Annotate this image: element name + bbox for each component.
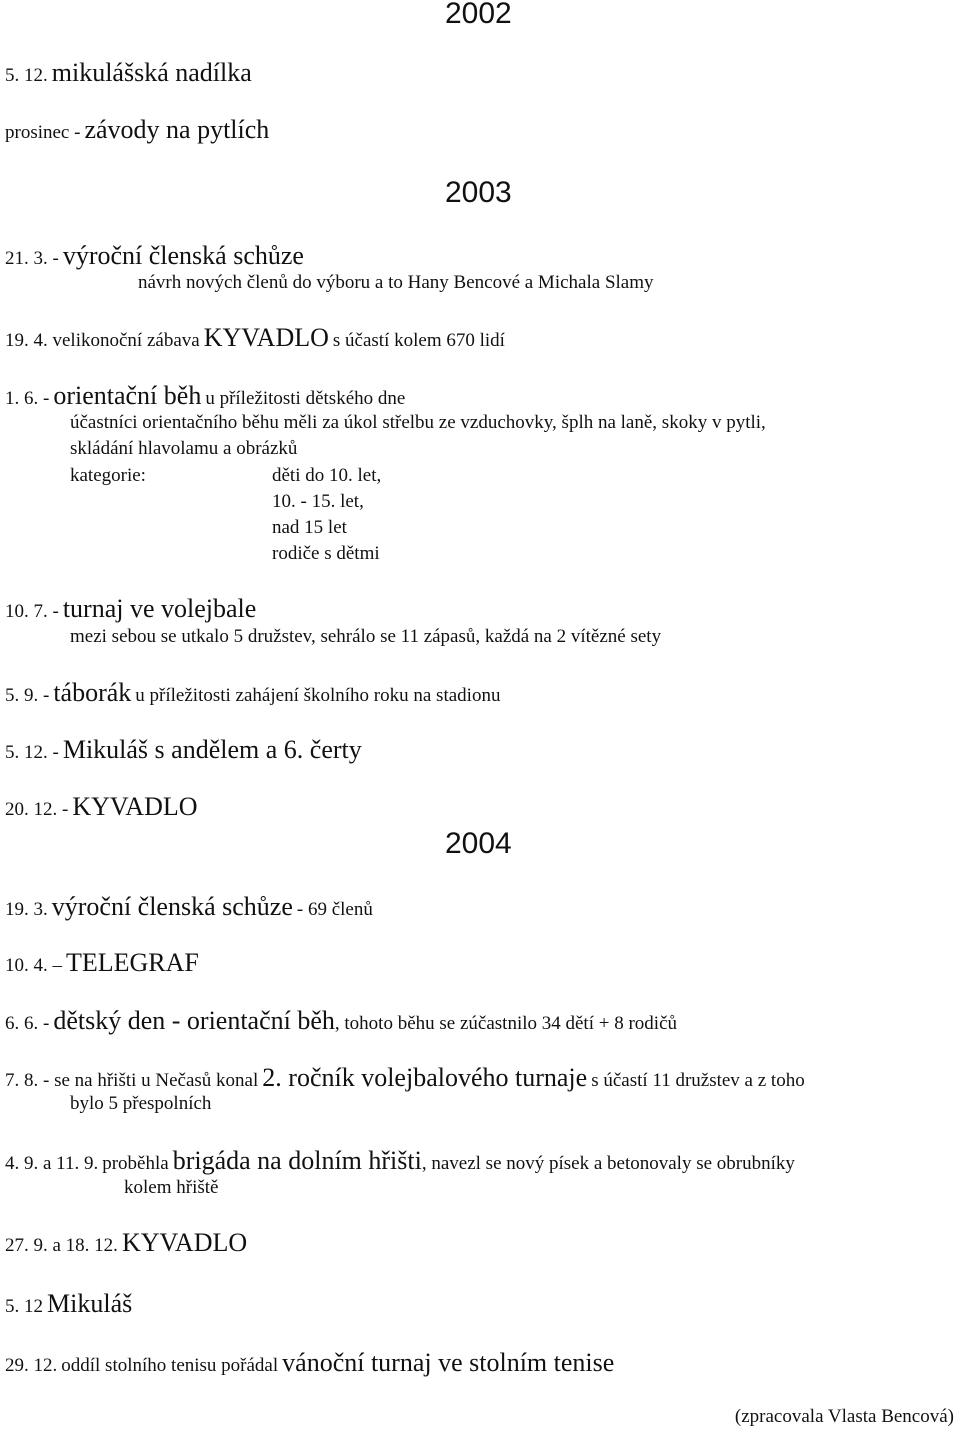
category-item: 10. - 15. let, (272, 491, 364, 512)
category-item: nad 15 let (272, 517, 347, 538)
entry-title: 2. ročník volejbalového turnaje (262, 1063, 588, 1092)
entry-suffix: , navezl se nový písek a betonovaly se obrubníky (421, 1153, 795, 1174)
entry-2004-5 (5, 1146, 795, 1176)
entry-2004-7 (5, 1289, 132, 1319)
year-heading-2004: 2004 (445, 827, 512, 860)
entry-date: 19. 3. (5, 899, 48, 920)
entry-2004-4 (5, 1063, 805, 1093)
entry-mid: oddíl stolního tenisu pořádal (61, 1355, 279, 1376)
entry-2004-1 (5, 892, 373, 922)
entry-detail: bylo 5 přespolních (70, 1093, 212, 1114)
entry-suffix: s účastí kolem 670 lidí (332, 330, 505, 351)
entry-prefix: 19. 4. velikonoční zábava (5, 330, 200, 351)
entry-date: 5. 12 (5, 1296, 43, 1317)
entry-date: 20. 12. - (5, 799, 69, 820)
entry-date: 5. 12. - (5, 742, 59, 763)
category-item: děti do 10. let, (272, 465, 382, 486)
entry-suffix: , tohoto běhu se zúčastnilo 34 dětí + 8 rodičů (334, 1013, 677, 1034)
entry-2003-3 (5, 381, 405, 411)
entry-title: vánoční turnaj ve stolním tenise (282, 1348, 615, 1377)
entry-2002-1 (5, 58, 252, 88)
entry-2004-2 (5, 948, 199, 978)
entry-title: KYVADLO (203, 323, 329, 352)
entry-title: brigáda na dolním hřišti (172, 1146, 422, 1175)
entry-title: dětský den - orientační běh (53, 1006, 335, 1035)
author-credit: (zpracovala Vlasta Bencová) (734, 1406, 954, 1427)
entry-title: táborák (53, 678, 132, 707)
entry-date: 5. 9. - (5, 685, 50, 706)
entry-detail: návrh nových členů do výboru a to Hany Bencové a Michala Slamy (138, 272, 654, 293)
entry-title: orientační běh (53, 381, 202, 410)
entry-2004-8 (5, 1348, 614, 1378)
entry-date: 10. 4. – (5, 955, 62, 976)
entry-date: 1. 6. - (5, 388, 50, 409)
entry-2003-2 (5, 323, 505, 353)
entry-date: 4. 9. a 11. 9. (5, 1153, 99, 1174)
entry-date: 10. 7. - (5, 601, 59, 622)
entry-suffix: - 69 členů (296, 899, 373, 920)
entry-title: KYVADLO (72, 792, 198, 821)
year-heading-2003: 2003 (445, 176, 512, 209)
entry-2003-7 (5, 792, 198, 822)
entry-detail: skládání hlavolamu a obrázků (70, 438, 298, 459)
category-item: rodiče s dětmi (272, 543, 380, 564)
entry-title: závody na pytlích (84, 115, 270, 144)
entry-date: 6. 6. - (5, 1013, 50, 1034)
entry-title: Mikuláš s andělem a 6. čerty (62, 735, 362, 764)
entry-2004-3 (5, 1006, 677, 1036)
entry-suffix: s účastí 11 družstev a z toho (591, 1070, 805, 1091)
year-heading-2002: 2002 (445, 0, 512, 30)
entry-2003-6 (5, 735, 362, 765)
entry-detail: mezi sebou se utkalo 5 družstev, sehrálo se 11 zápasů, každá na 2 vítězné sety (70, 626, 662, 647)
entry-suffix: u příležitosti zahájení školního roku na stadionu (135, 685, 501, 706)
entry-date: 21. 3. - (5, 248, 59, 269)
entry-date: 27. 9. a 18. 12. (5, 1235, 118, 1256)
entry-2003-4 (5, 594, 256, 624)
entry-title: výroční členská schůze (51, 892, 293, 921)
entry-detail: kolem hřiště (124, 1177, 219, 1198)
entry-date: 29. 12. (5, 1355, 58, 1376)
entry-date: 7. 8. - se na hřišti u Nečasů konal (5, 1070, 259, 1091)
entry-title: výroční členská schůze (62, 241, 304, 270)
entry-date: prosinec - (5, 122, 81, 143)
entry-2004-6 (5, 1228, 247, 1258)
entry-2003-1 (5, 241, 304, 271)
category-label: kategorie: (70, 465, 146, 486)
entry-2003-5 (5, 678, 500, 708)
entry-detail: účastníci orientačního běhu měli za úkol střelbu ze vzduchovky, šplh na laně, skoky v pytli, (70, 412, 766, 433)
entry-mid: proběhla (102, 1153, 169, 1174)
entry-title: TELEGRAF (66, 948, 199, 977)
entry-2002-2 (5, 115, 269, 145)
entry-suffix: u příležitosti dětského dne (205, 388, 406, 409)
entry-title: turnaj ve volejbale (62, 594, 257, 623)
entry-title: KYVADLO (121, 1228, 248, 1257)
entry-title: Mikuláš (47, 1289, 133, 1318)
entry-date: 5. 12. (5, 65, 48, 86)
entry-title: mikulášská nadílka (51, 58, 252, 87)
